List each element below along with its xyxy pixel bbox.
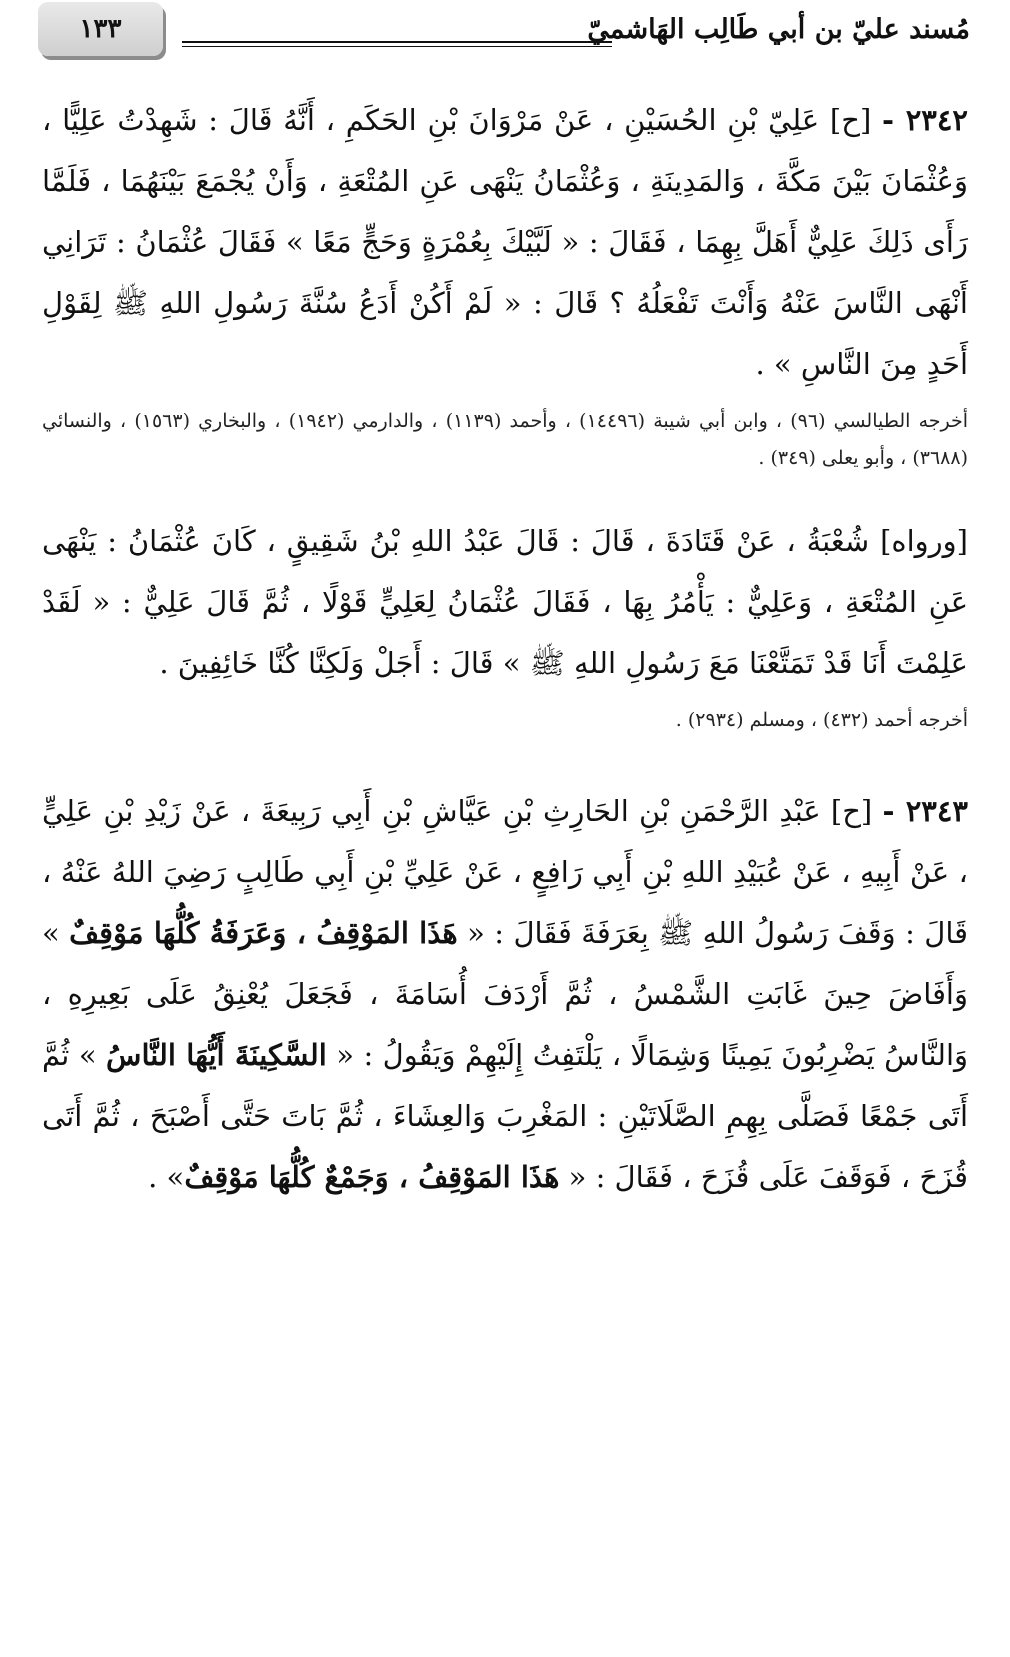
riwaya-text: [ورواه] شُعْبَةُ ، عَنْ قَتَادَةَ ، قَالَ : قَالَ عَبْدُ اللهِ بْنُ شَقِيقٍ ، كَانَ عُثْمَانُ : يَنْهَى عَنِ المُتْعَةِ ، وَعَلِيٌّ : يَأْمُرُ بِهَا ، فَقَالَ عُثْمَانُ لِعَلِيٍّ قَوْلًا ، ثُمَّ قَالَ عَلِيٌّ : « لَقَدْ عَلِمْتَ أَنَا قَدْ تَمَتَّعْنَا مَعَ رَسُولِ اللهِ ﷺ » قَالَ : أَجَلْ وَلَكِنَّا كُنَّا خَائِفِينَ . [42, 524, 968, 680]
bold-quote: السَّكِينَةَ أَيُّهَا النَّاسُ [106, 1038, 327, 1072]
spacer [42, 477, 968, 511]
page-header [0, 0, 1010, 70]
bold-quote: هَذَا المَوْقِفُ ، وَجَمْعٌ كُلُّهَا مَوْقِفٌ [184, 1160, 560, 1194]
hadith-text: [ح] عَبْدِ الرَّحْمَنِ بْنِ الحَارِثِ بْنِ عَيَّاشِ بْنِ أَبِي رَبِيعَةَ ، عَنْ زَيْدِ بْنِ عَلِيٍّ ، عَنْ أَبِيهِ ، عَنْ عُبَيْدِ اللهِ بْنِ أَبِي رَافِعٍ ، عَنْ عَلِيِّ بْنِ أَبِي طَالِبٍ رَضِيَ اللهُ عَنْهُ ، قَالَ : وَقَفَ رَسُولُ اللهِ ﷺ بِعَرَفَةَ فَقَالَ : « [42, 794, 969, 950]
header-rule [182, 41, 612, 43]
hadith-2343 [42, 781, 968, 1208]
hadith-number: ٢٣٤٢ - [882, 103, 968, 137]
hadith-text: [ح] عَلِيّ بْنِ الحُسَيْنِ ، عَنْ مَرْوَانَ بْنِ الحَكَمِ ، أَنَّهُ قَالَ : شَهِدْتُ عَلِيًّا ، وَعُثْمَانَ بَيْنَ مَكَّةَ ، وَالمَدِينَةِ ، وَعُثْمَانُ يَنْهَى عَنِ المُتْعَةِ ، وَأَنْ يُجْمَعَ بَيْنَهُمَا ، فَلَمَّا رَأَى ذَلِكَ عَلِيٌّ أَهَلَّ بِهِمَا ، فَقَالَ : « لَبَّيْكَ بِعُمْرَةٍ وَحَجٍّ مَعًا » فَقَالَ عُثْمَانُ : تَرَانِي أَنْهَى النَّاسَ عَنْهُ وَأَنْتَ تَفْعَلُهُ ؟ قَالَ : « لَمْ أَكُنْ أَدَعُ سُنَّةَ رَسُولِ اللهِ ﷺ لِقَوْلِ أَحَدٍ مِنَ النَّاسِ » . [42, 103, 968, 381]
hadith-text: » . [148, 1160, 185, 1194]
hadith-number: ٢٣٤٣ - [882, 794, 968, 828]
takhrij-note: أخرجه أحمد (٤٣٢) ، ومسلم (٢٩٣٤) . [675, 709, 968, 731]
hadith-text: » ثُمَّ أَتَى جَمْعًا فَصَلَّى بِهِمِ الصَّلَاتَيْنِ : المَغْرِبَ وَالعِشَاءَ ، ثُمَّ بَاتَ حَتَّى أَصْبَحَ ، ثُمَّ أَتَى قُزَحَ ، فَوَقَفَ عَلَى قُزَحَ ، فَقَالَ : « [42, 1038, 969, 1194]
hadith-text: » وَأَفَاضَ حِينَ غَابَتِ الشَّمْسُ ، ثُمَّ أَرْدَفَ أُسَامَةَ ، فَجَعَلَ يُعْنِقُ عَلَى بَعِيرِهِ ، وَالنَّاسُ يَضْرِبُونَ يَمِينًا وَشِمَالًا ، يَلْتَفِتُ إِلَيْهِمْ وَيَقُولُ : « [42, 916, 969, 1072]
header-rule-thin [182, 46, 612, 47]
bold-quote: هَذَا المَوْقِفُ ، وَعَرَفَةُ كُلُّهَا مَوْقِفٌ [69, 916, 458, 950]
page-content [42, 90, 968, 1208]
running-title: مُسند عليّ بن أبي طَالِب الهَاشميّ [587, 14, 970, 45]
page-number: ١٣٣ [38, 2, 163, 56]
takhrij-note: أخرجه الطيالسي (٩٦) ، وابن أبي شيبة (١٤٤٩٦) ، وأحمد (١١٣٩) ، والدارمي (١٩٤٢) ، والبخاري (١٥٦٣) ، والنسائي (٣٦٨٨) ، وأبو يعلى (٣٤٩) . [42, 410, 969, 469]
hadith-2342 [42, 90, 968, 395]
spacer [42, 739, 968, 781]
